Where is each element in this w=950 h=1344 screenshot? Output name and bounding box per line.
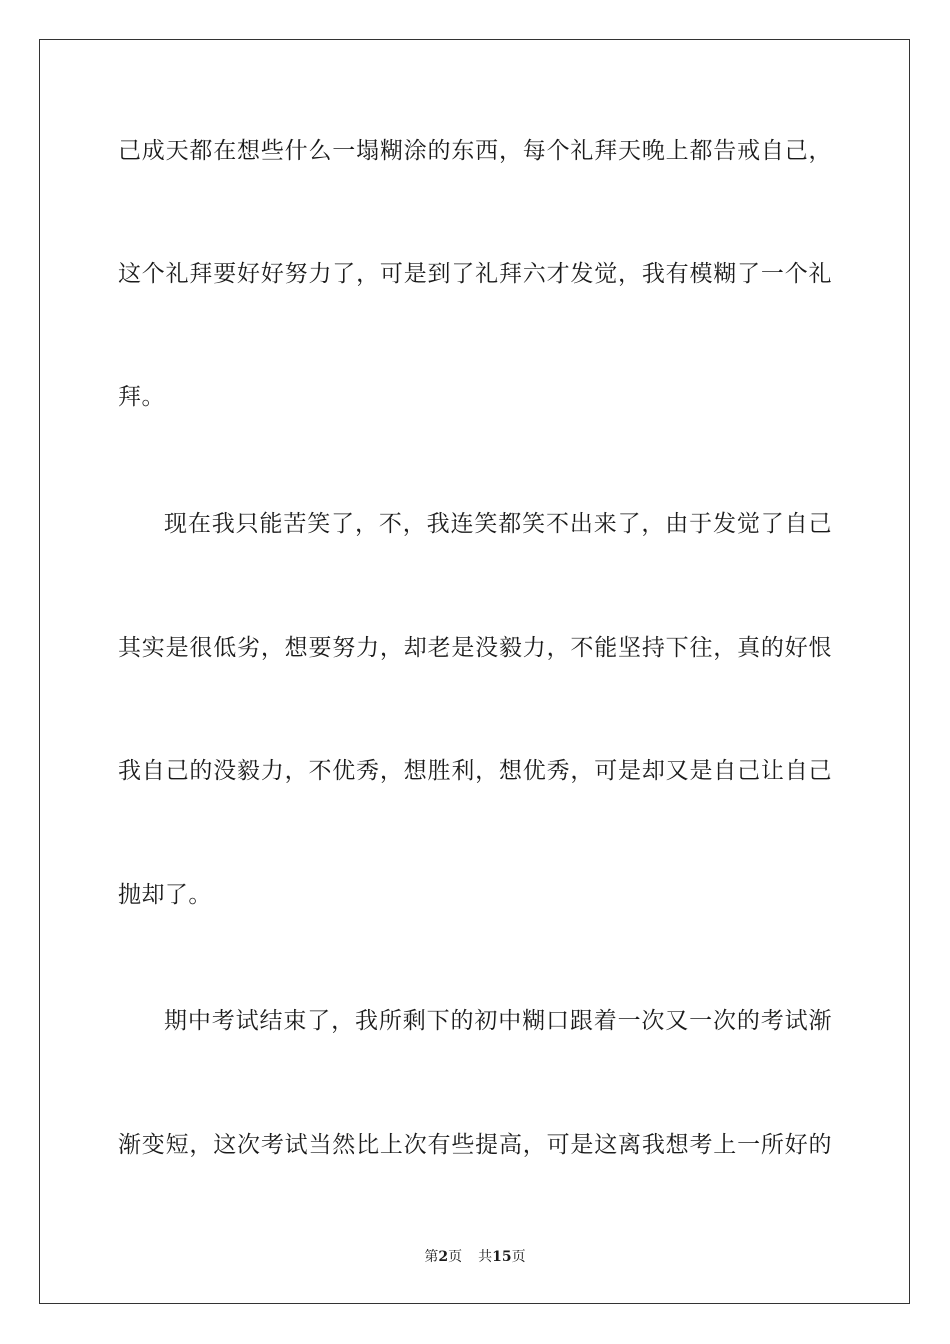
total-pages: 15 <box>492 1249 512 1265</box>
text-line: 现在我只能苦笑了，不，我连笑都笑不出来了，由于发觉了自己 <box>164 511 832 537</box>
text-line: 抛却了。 <box>118 882 212 908</box>
text-line: 这个礼拜要好好努力了，可是到了礼拜六才发觉，我有模糊了一个礼 <box>118 261 832 287</box>
total-label-suffix: 页 <box>511 1249 526 1265</box>
text-line: 渐变短，这次考试当然比上次有些提高，可是这离我想考上一所好的 <box>118 1132 832 1158</box>
page-label-prefix: 第 <box>424 1249 439 1265</box>
page-number: 2 <box>438 1249 449 1265</box>
text-line: 其实是很低劣，想要努力，却老是没毅力，不能坚持下往，真的好恨 <box>118 635 832 661</box>
text-line: 我自己的没毅力，不优秀，想胜利，想优秀，可是却又是自己让自己 <box>118 758 832 784</box>
page-label-suffix: 页 <box>448 1249 463 1265</box>
text-line: 期中考试结束了，我所剩下的初中糊口跟着一次又一次的考试渐 <box>164 1008 832 1034</box>
text-line: 拜。 <box>118 384 165 410</box>
total-label-prefix: 共 <box>478 1249 493 1265</box>
page-border <box>39 39 910 1304</box>
page-footer <box>0 1247 950 1267</box>
text-line: 己成天都在想些什么一塌糊涂的东西，每个礼拜天晚上都告戒自己， <box>118 138 832 164</box>
